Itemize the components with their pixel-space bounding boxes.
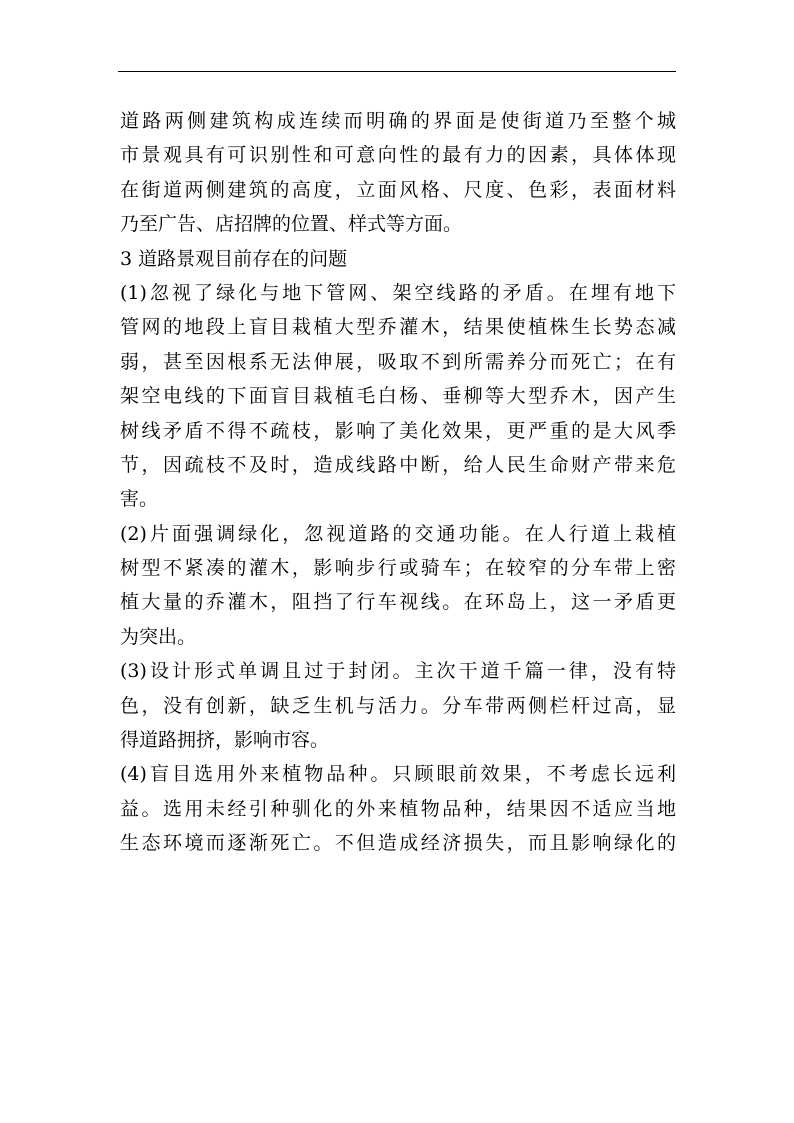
text-line: 架空电线的下面盲目栽植毛白杨、垂柳等大型乔木，因产生 [120,385,676,408]
text-line: (2)片面强调绿化，忽视道路的交通功能。在人行道上栽植 [120,522,676,545]
text-line: 道路两侧建筑构成连续而明确的界面是使街道乃至整个城 [120,110,676,132]
paragraph-item-4 [120,757,676,860]
text-line: 乃至广告、店招牌的位置、样式等方面。 [120,213,463,236]
text-line: (3)设计形式单调且过于封闭。主次干道千篇一律，没有特 [120,660,676,683]
text-line: 节，因疏枝不及时，造成线路中断，给人民生命财产带来危 [120,453,676,476]
text-line: (4)盲目选用外来植物品种。只顾眼前效果，不考虑长远利 [120,763,676,786]
text-line: 得道路拥挤，影响市容。 [120,729,330,752]
text-line: 益。选用未经引种驯化的外来植物品种，结果因不适应当地 [120,797,676,820]
text-line: 色，没有创新，缺乏生机与活力。分车带两侧栏杆过高，显 [120,694,676,717]
text-line: 树线矛盾不得不疏枝，影响了美化效果，更严重的是大风季 [120,419,676,442]
text-line: 在街道两侧建筑的高度，立面风格、尺度、色彩，表面材料 [120,178,676,201]
section-heading [120,242,676,276]
text-line: 树型不紧凑的灌木，影响步行或骑车；在较窄的分车带上密 [120,557,676,580]
text-line: 害。 [120,488,159,511]
header-rule [118,71,676,72]
section-heading-text: 3 道路景观目前存在的问题 [120,247,348,270]
text-line: 弱，甚至因根系无法伸展，吸取不到所需养分而死亡；在有 [120,350,676,373]
document-body [120,104,676,861]
text-line: 植大量的乔灌木，阻挡了行车视线。在环岛上，这一矛盾更 [120,591,676,614]
paragraph-item-2 [120,517,676,655]
paragraph-item-3 [120,654,676,757]
text-line: 市景观具有可识别性和可意向性的最有力的因素，具体体现 [120,144,676,167]
text-line: (1)忽视了绿化与地下管网、架空线路的矛盾。在埋有地下 [120,281,676,304]
paragraph-intro [120,104,676,242]
text-line: 生态环境而逐渐死亡。不但造成经济损失，而且影响绿化的 [120,832,676,855]
paragraph-item-1 [120,276,676,517]
text-line: 管网的地段上盲目栽植大型乔灌木，结果使植株生长势态减 [120,316,676,339]
text-line: 为突出。 [120,625,197,648]
